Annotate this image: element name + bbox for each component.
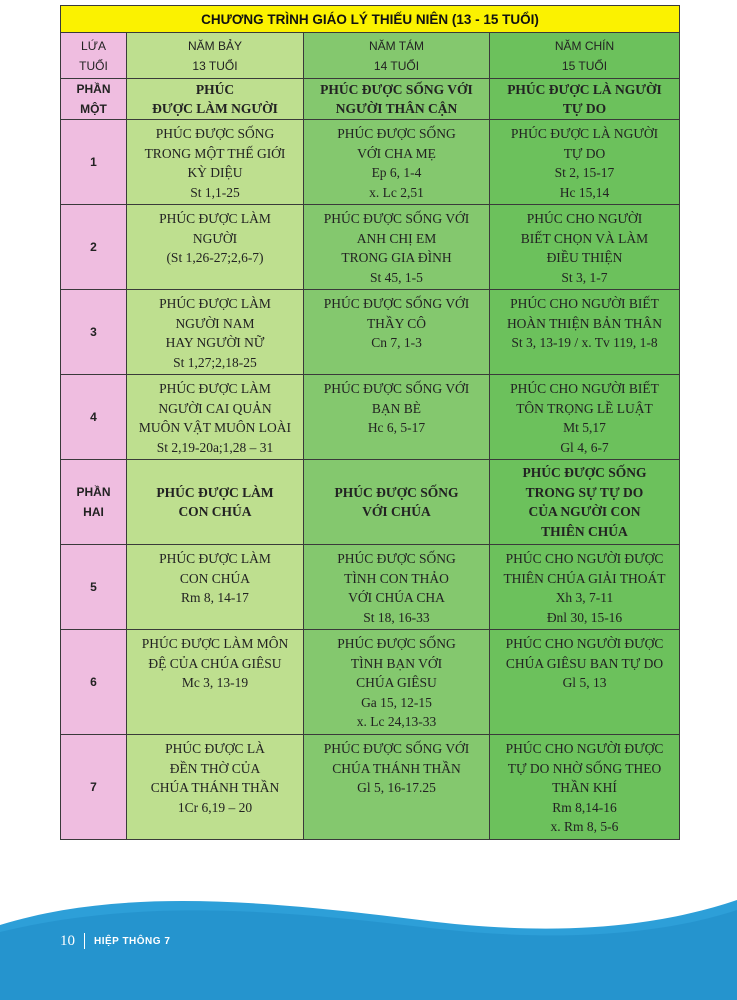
- cell-line: PHÚC CHO NGƯỜI ĐƯỢC: [505, 551, 664, 566]
- cell-line: TÌNH CON THẢO: [344, 570, 449, 586]
- footer-divider: [84, 933, 85, 949]
- lesson-number: 5: [61, 545, 127, 630]
- cell-line: Hc 6, 5-17: [367, 420, 426, 435]
- cell-line: Gl 4, 6-7: [560, 439, 609, 455]
- page-number: 10: [60, 932, 75, 949]
- curriculum-table: [60, 5, 680, 840]
- cell-line: PHÚC ĐƯỢC LÀM: [159, 381, 271, 396]
- cell-line: 15 TUỔI: [561, 58, 608, 73]
- header-row: [61, 33, 680, 79]
- lesson-row: [61, 375, 680, 460]
- cell-line: NGƯỜI: [192, 230, 238, 246]
- part-theme-cell: [490, 460, 680, 545]
- cell-line: PHÚC CHO NGƯỜI: [526, 211, 643, 226]
- lesson-row: [61, 735, 680, 840]
- lesson-cell: [304, 205, 490, 290]
- lesson-cell: [490, 545, 680, 630]
- cell-line: ĐỀN THỜ CỦA: [169, 760, 261, 776]
- cell-line: PHÚC ĐƯỢC SỐNG VỚI: [323, 381, 470, 396]
- cell-line: St 3, 13-19 / x. Tv 119, 1-8: [511, 335, 658, 350]
- cell-line: CON CHÚA: [179, 570, 251, 586]
- cell-line: Rm 8,14-16: [552, 799, 617, 815]
- cell-line: CHÚA GIÊSU: [356, 675, 437, 690]
- cell-line: Gl 5, 13: [562, 675, 607, 690]
- lesson-number: 1: [61, 120, 127, 205]
- cell-line: VỚI CHÚA CHA: [348, 590, 445, 605]
- cell-line: Mt 5,17: [563, 420, 606, 435]
- lesson-number: 4: [61, 375, 127, 460]
- lesson-cell: [127, 375, 304, 460]
- cell-line: Đnl 30, 15-16: [546, 609, 623, 625]
- part-label-cell: [61, 79, 127, 120]
- cell-line: PHÚC ĐƯỢC SỐNG VỚI: [323, 741, 470, 756]
- cell-line: 1Cr 6,19 – 20: [177, 799, 253, 815]
- year-header-cell: [490, 33, 680, 79]
- cell-line: THẦN KHÍ: [552, 780, 617, 795]
- cell-line: Rm 8, 14-17: [181, 590, 249, 605]
- cell-line: TUỔI: [79, 58, 108, 73]
- cell-line: ĐIỀU THIỆN: [546, 250, 623, 265]
- cell-line: NĂM CHÍN: [554, 38, 615, 53]
- cell-line: BẠN BÈ: [371, 400, 422, 416]
- lesson-cell: [490, 630, 680, 735]
- cell-line: St 2, 15-17: [554, 165, 615, 180]
- cell-line: NĂM TÁM: [368, 38, 425, 53]
- cell-line: CỦA NGƯỜI CON: [528, 504, 641, 519]
- cell-line: PHÚC ĐƯỢC LÀ: [165, 741, 265, 756]
- cell-line: St 1,27;2,18-25: [173, 354, 257, 370]
- part-row: [61, 460, 680, 545]
- cell-line: PHÚC ĐƯỢC LÀM: [159, 296, 271, 311]
- lesson-row: [61, 545, 680, 630]
- cell-line: PHÚC ĐƯỢC SỐNG: [522, 465, 647, 480]
- cell-line: TRONG MỘT THẾ GIỚI: [144, 145, 286, 161]
- cell-line: HAI: [83, 505, 104, 519]
- cell-line: x. Lc 2,51: [369, 184, 424, 200]
- cell-line: PHÚC ĐƯỢC SỐNG: [337, 551, 456, 566]
- cell-line: PHÚC CHO NGƯỜI ĐƯỢC: [505, 636, 664, 651]
- cell-line: 13 TUỔI: [192, 58, 238, 73]
- cell-line: Mc 3, 13-19: [181, 675, 249, 690]
- lesson-cell: [304, 375, 490, 460]
- lesson-number: 2: [61, 205, 127, 290]
- cell-line: THIÊN CHÚA: [541, 523, 628, 539]
- cell-line: 14 TUỔI: [373, 58, 420, 73]
- cell-line: VỚI CHÚA: [362, 504, 431, 519]
- cell-line: TÌNH BẠN VỚI: [350, 655, 443, 671]
- cell-line: ANH CHỊ EM: [356, 230, 437, 246]
- cell-line: PHÚC CHO NGƯỜI BIẾT: [510, 381, 659, 396]
- cell-line: THIÊN CHÚA GIẢI THOÁT: [503, 570, 666, 586]
- cell-line: x. Lc 24,13-33: [356, 714, 437, 729]
- table-title: CHƯƠNG TRÌNH GIÁO LÝ THIẾU NIÊN (13 - 15 TUỔI): [61, 6, 680, 33]
- cell-line: PHÚC ĐƯỢC SỐNG: [334, 484, 459, 500]
- cell-line: THẦY CÔ: [366, 315, 427, 331]
- cell-line: CHÚA THÁNH THẦN: [150, 780, 280, 795]
- cell-line: Hc 15,14: [559, 184, 610, 200]
- cell-line: PHÚC ĐƯỢC SỐNG VỚI: [323, 211, 470, 226]
- cell-line: PHÚC ĐƯỢC SỐNG VỚI: [320, 81, 473, 97]
- cell-line: PHẦN: [76, 485, 111, 499]
- cell-line: St 3, 1-7: [561, 269, 608, 285]
- cell-line: PHÚC ĐƯỢC SỐNG: [337, 636, 456, 651]
- cell-line: CHÚA THÁNH THẦN: [332, 760, 461, 776]
- age-label-cell: [61, 33, 127, 79]
- footer: [60, 931, 170, 951]
- lesson-cell: [127, 630, 304, 735]
- cell-line: ĐỆ CỦA CHÚA GIÊSU: [148, 655, 282, 671]
- lesson-cell: [127, 205, 304, 290]
- lesson-cell: [127, 545, 304, 630]
- cell-line: TRONG SỰ TỰ DO: [525, 484, 644, 500]
- lesson-number: 3: [61, 290, 127, 375]
- part-theme-cell: [127, 460, 304, 545]
- cell-line: PHÚC ĐƯỢC LÀM: [156, 484, 274, 500]
- cell-line: HAY NGƯỜI NỮ: [165, 335, 265, 350]
- lesson-cell: [304, 735, 490, 840]
- magazine-name: HIỆP THÔNG 7: [94, 935, 171, 947]
- cell-line: PHÚC ĐƯỢC SỐNG VỚI: [323, 296, 470, 311]
- lesson-cell: [127, 735, 304, 840]
- lesson-row: [61, 120, 680, 205]
- cell-line: PHẦN: [76, 82, 111, 96]
- cell-line: Ga 15, 12-15: [361, 694, 432, 710]
- part-theme-cell: [127, 79, 304, 120]
- cell-line: PHÚC: [195, 81, 235, 97]
- cell-line: St 18, 16-33: [363, 609, 430, 625]
- cell-line: PHÚC ĐƯỢC LÀ NGƯỜI: [507, 81, 662, 97]
- cell-line: PHÚC ĐƯỢC SỐNG: [337, 126, 456, 141]
- cell-line: PHÚC ĐƯỢC LÀM MÔN: [141, 636, 289, 651]
- cell-line: St 45, 1-5: [370, 269, 423, 285]
- cell-line: PHÚC ĐƯỢC SỐNG: [155, 126, 275, 141]
- cell-line: CON CHÚA: [178, 504, 252, 519]
- lesson-row: [61, 290, 680, 375]
- cell-line: NGƯỜI NAM: [175, 315, 255, 331]
- cell-line: KỲ DIỆU: [187, 165, 243, 180]
- part-theme-cell: [304, 79, 490, 120]
- cell-line: St 2,19-20a;1,28 – 31: [156, 439, 274, 455]
- cell-line: TRONG GIA ĐÌNH: [341, 250, 452, 265]
- cell-line: TÔN TRỌNG LỀ LUẬT: [516, 400, 653, 416]
- lesson-cell: [304, 120, 490, 205]
- cell-line: TỰ DO: [563, 145, 606, 161]
- cell-line: MUÔN VẬT MUÔN LOÀI: [138, 420, 292, 435]
- lesson-cell: [304, 630, 490, 735]
- part-theme-cell: [304, 460, 490, 545]
- cell-line: NĂM BẢY: [187, 38, 242, 53]
- lesson-cell: [127, 290, 304, 375]
- cell-line: Xh 3, 7-11: [555, 590, 614, 605]
- lesson-cell: [490, 205, 680, 290]
- lesson-cell: [490, 735, 680, 840]
- cell-line: x. Rm 8, 5-6: [550, 819, 619, 834]
- lesson-number: 6: [61, 630, 127, 735]
- lesson-cell: [304, 290, 490, 375]
- lesson-cell: [127, 120, 304, 205]
- cell-line: Cn 7, 1-3: [371, 335, 422, 350]
- cell-line: PHÚC CHO NGƯỜI BIẾT: [510, 296, 659, 311]
- cell-line: TỰ DO NHỜ SỐNG THEO: [507, 760, 662, 776]
- cell-line: TỰ DO: [562, 101, 607, 116]
- year-header-cell: [127, 33, 304, 79]
- part-theme-cell: [490, 79, 680, 120]
- cell-line: MỘT: [80, 102, 107, 116]
- lesson-cell: [490, 290, 680, 375]
- title-row: [61, 6, 680, 33]
- cell-line: Ep 6, 1-4: [371, 165, 422, 180]
- part-label-cell: [61, 460, 127, 545]
- cell-line: NGƯỜI THÂN CẬN: [335, 101, 458, 116]
- cell-line: (St 1,26-27;2,6-7): [166, 250, 264, 265]
- lesson-cell: [304, 545, 490, 630]
- lesson-number: 7: [61, 735, 127, 840]
- year-header-cell: [304, 33, 490, 79]
- cell-line: ĐƯỢC LÀM NGƯỜI: [152, 101, 278, 116]
- lesson-row: [61, 205, 680, 290]
- lesson-cell: [490, 375, 680, 460]
- lesson-cell: [490, 120, 680, 205]
- cell-line: HOÀN THIỆN BẢN THÂN: [506, 315, 663, 331]
- cell-line: CHÚA GIÊSU BAN TỰ DO: [505, 655, 664, 671]
- part-row: [61, 79, 680, 120]
- cell-line: PHÚC ĐƯỢC LÀM: [159, 211, 271, 226]
- cell-line: PHÚC CHO NGƯỜI ĐƯỢC: [505, 741, 664, 756]
- cell-line: BIẾT CHỌN VÀ LÀM: [520, 230, 649, 246]
- cell-line: PHÚC ĐƯỢC LÀ NGƯỜI: [510, 126, 659, 141]
- cell-line: LỨA: [81, 38, 106, 53]
- cell-line: Gl 5, 16-17.25: [357, 780, 436, 795]
- cell-line: NGƯỜI CAI QUẢN: [158, 400, 272, 416]
- lesson-row: [61, 630, 680, 735]
- cell-line: VỚI CHA MẸ: [357, 145, 436, 161]
- cell-line: PHÚC ĐƯỢC LÀM: [159, 551, 271, 566]
- cell-line: St 1,1-25: [190, 184, 240, 200]
